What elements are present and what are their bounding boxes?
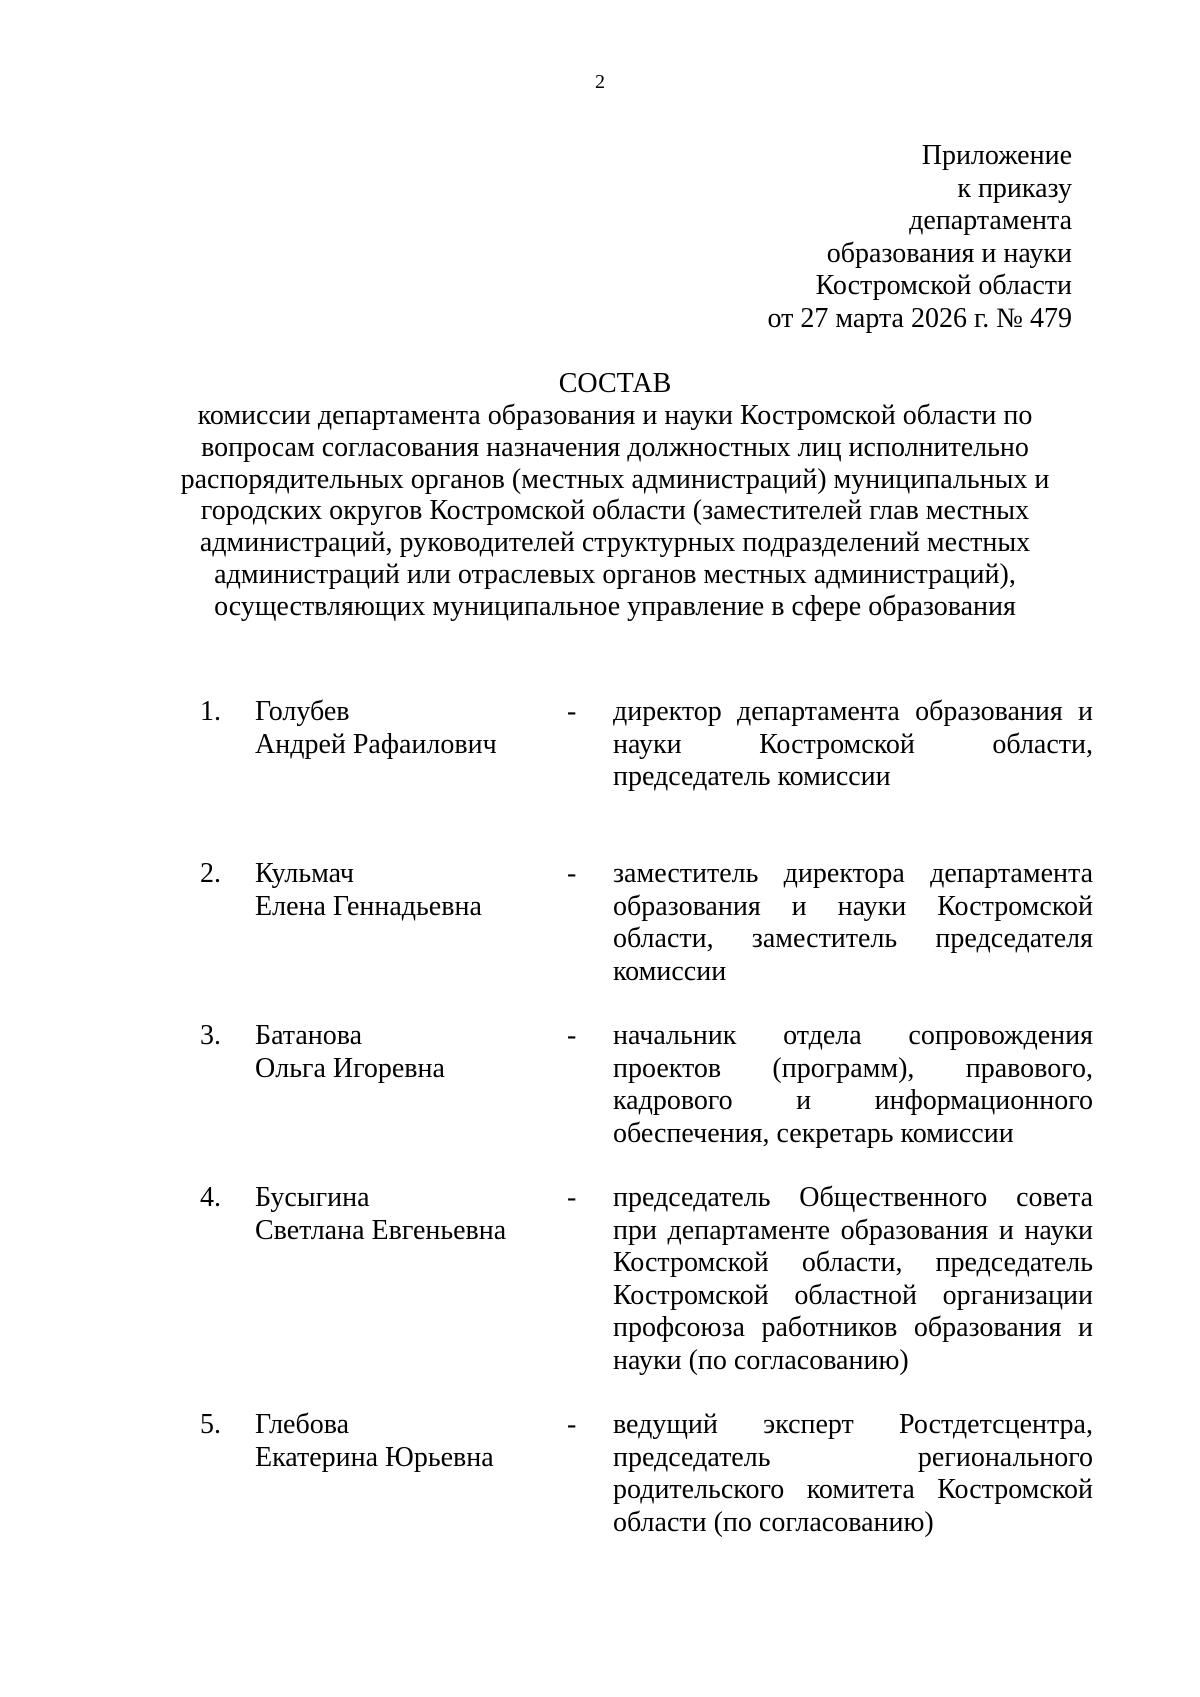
member-surname: Бусыгина [255,1182,370,1213]
subtitle-line: администраций, руководителей структурных подразделений местных [199,527,1031,559]
member-name [255,1020,535,1085]
document-subtitle [160,400,1070,623]
member-name [255,1409,535,1474]
member-given-names: Светлана Евгеньевна [255,1214,507,1246]
appendix-line: образования и науки [826,237,1072,269]
member-role: ведущий эксперт Ростдетсцентра, председатель регионального родительского комитета Костромской области (по согласованию) [613,1409,1093,1538]
subtitle-line: городских округов Костромской области (заместителей глав местных [200,495,1030,527]
member-role: заместитель директора департамента образования и науки Костромской области, заместитель председателя комиссии [613,858,1093,987]
appendix-line: от 27 марта 2026 г. № 479 [767,302,1072,334]
appendix-header [768,140,1073,335]
member-item [0,858,1200,1020]
member-surname: Глебова [255,1409,350,1440]
member-item [0,696,1200,858]
member-number: 5. [200,1409,221,1440]
member-name [255,858,535,923]
member-number: 3. [200,1020,221,1051]
appendix-line: к приказу [957,172,1072,204]
member-number: 2. [200,858,221,889]
member-name [255,1182,535,1247]
subtitle-line: вопросам согласования назначения должностных лиц исполнительно [201,431,1029,463]
subtitle-line: распорядительных органов (местных администраций) муниципальных и [180,463,1050,495]
member-surname: Батанова [255,1020,363,1051]
appendix-line: Костромской области [815,270,1072,301]
member-given-names: Екатерина Юрьевна [255,1441,494,1473]
member-number: 4. [200,1182,221,1213]
member-dash: - [567,1020,577,1051]
member-surname: Голубев [255,696,350,727]
document-title: СОСТАВ [558,368,672,399]
member-item [0,1020,1200,1182]
page-number: 2 [595,71,605,93]
appendix-line: Приложение [921,140,1072,171]
member-dash: - [567,1409,577,1440]
subtitle-line: осуществляющих муниципальное управление в сфере образования [214,590,1016,622]
appendix-line: департамента [909,205,1072,236]
subtitle-line: администраций или отраслевых органов местных администраций), [214,558,1016,590]
member-number: 1. [200,696,221,727]
member-given-names: Ольга Игоревна [255,1052,445,1084]
member-surname: Кульмач [255,858,354,889]
member-dash: - [567,858,577,889]
member-role: начальник отдела сопровождения проектов (программ), правового, кадрового и информационного обеспечения, секретарь комиссии [613,1020,1093,1149]
subtitle-line: комиссии департамента образования и науки Костромской области по [197,400,1033,431]
member-given-names: Елена Геннадьевна [255,890,482,922]
member-dash: - [567,696,577,727]
member-name [255,696,535,761]
member-given-names: Андрей Рафаилович [255,728,497,760]
member-list [0,696,1200,1571]
member-item [0,1182,1200,1409]
member-role: председатель Общественного совета при департаменте образования и науки Костромской области, председатель Костромской областной организации профсоюза работников образования и науки (по согласованию) [613,1182,1093,1376]
member-role: директор департамента образования и науки Костромской области, председатель комиссии [613,696,1093,792]
member-item [0,1409,1200,1571]
member-dash: - [567,1182,577,1213]
